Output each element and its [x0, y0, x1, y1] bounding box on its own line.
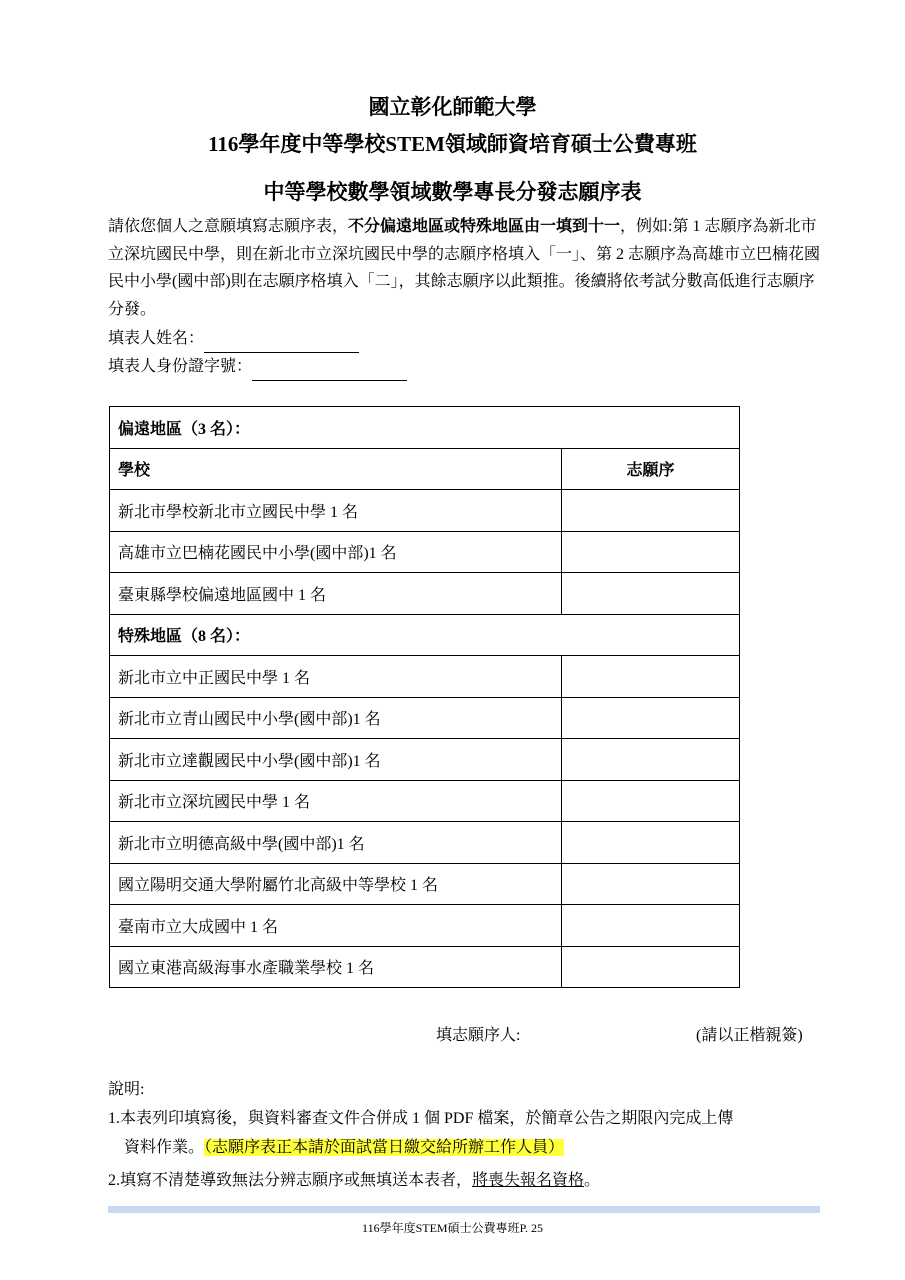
table-row: [110, 573, 740, 615]
note-item-2-suffix: 。: [584, 1172, 601, 1189]
name-field-row: [108, 325, 823, 353]
school-name: 臺東縣學校偏遠地區國中 1 名: [110, 573, 562, 615]
signature-note: (請以正楷親簽): [696, 1027, 803, 1044]
preference-cell[interactable]: [562, 697, 740, 739]
note-item-1-prefix: 資料作業。: [124, 1139, 205, 1156]
preference-cell[interactable]: [562, 863, 740, 905]
program-title: 116學年度中等學校STEM領域師資培育碩士公費專班: [208, 132, 697, 156]
instructions-paragraph: [108, 213, 823, 323]
preference-cell[interactable]: [562, 531, 740, 573]
school-name: 國立東港高級海事水產職業學校 1 名: [110, 946, 562, 988]
preference-cell[interactable]: [562, 822, 740, 864]
preference-cell[interactable]: [562, 905, 740, 947]
preference-cell[interactable]: [562, 780, 740, 822]
table-row: [110, 780, 740, 822]
note-item-2: [108, 1167, 600, 1194]
school-name: 新北市立中正國民中學 1 名: [110, 656, 562, 698]
note-item-1-line-2: [124, 1134, 564, 1161]
notes-heading: 說明:: [108, 1081, 145, 1098]
preference-cell[interactable]: [562, 490, 740, 532]
table-row: [110, 656, 740, 698]
note-item-2-underline: 將喪失報名資格: [472, 1172, 585, 1189]
school-name: 新北市立青山國民中小學(國中部)1 名: [110, 697, 562, 739]
university-title: 國立彰化師範大學: [368, 95, 537, 119]
form-title: 中等學校數學領域數學專長分發志願序表: [263, 180, 642, 204]
instructions-part2: ，例如:第 1 志願序為新北市立深坑國民中學，則在新北市立深坑國民中學的志願序格填入「一」、第 2 志願序為高雄市立巴楠花國民中小學(國中部)則在志願序格填入「二」，其餘志願序以此類推。後續將依考試分數高低進行志願序分發。: [108, 218, 821, 318]
table-row: [110, 697, 740, 739]
instructions-bold: 不分偏遠地區或特殊地區由一填到十一: [348, 218, 621, 235]
table-row: [110, 946, 740, 988]
special-section-header: 特殊地區（8 名）：: [110, 614, 740, 656]
remote-section-row: [110, 407, 740, 449]
table-header-row: [110, 448, 740, 490]
note-item-1-line-1: 1.本表列印填寫後，與資料審查文件合併成 1 個 PDF 檔案，於簡章公告之期限內完成上傳: [108, 1110, 734, 1127]
preference-cell[interactable]: [562, 656, 740, 698]
table-row: [110, 531, 740, 573]
preference-cell[interactable]: [562, 573, 740, 615]
table-row: [110, 490, 740, 532]
footer-bar: [108, 1206, 820, 1213]
preference-column-header: 志願序: [562, 448, 740, 490]
school-column-header: 學校: [110, 448, 562, 490]
note-highlight: （志願序表正本請於面試當日繳交給所辦工作人員）: [204, 1139, 565, 1156]
name-label: 填表人姓名：: [108, 330, 205, 347]
table-row: [110, 863, 740, 905]
id-label: 填表人身份證字號：: [108, 358, 253, 375]
page-footer: 116學年度STEM碩士公費專班P. 25: [362, 1221, 543, 1235]
instructions-part1: 請依您個人之意願填寫志願序表，: [108, 218, 349, 235]
id-field-row: [108, 353, 823, 381]
school-name: 新北市立深坑國民中學 1 名: [110, 780, 562, 822]
table-row: [110, 739, 740, 781]
remote-section-header: 偏遠地區（3 名）：: [110, 407, 740, 449]
signature-label: 填志願序人:: [436, 1027, 521, 1044]
name-input-line[interactable]: [204, 334, 359, 353]
note-item-2-prefix: 2.填寫不清楚導致無法分辨志願序或無填送本表者，: [108, 1172, 473, 1189]
preference-cell[interactable]: [562, 739, 740, 781]
table-row: [110, 822, 740, 864]
id-input-line[interactable]: [252, 362, 407, 381]
school-name: 臺南市立大成國中 1 名: [110, 905, 562, 947]
school-name: 高雄市立巴楠花國民中小學(國中部)1 名: [110, 531, 562, 573]
preference-table: [109, 406, 740, 988]
school-name: 國立陽明交通大學附屬竹北高級中等學校 1 名: [110, 863, 562, 905]
school-name: 新北市立明德高級中學(國中部)1 名: [110, 822, 562, 864]
preference-cell[interactable]: [562, 946, 740, 988]
special-section-row: [110, 614, 740, 656]
school-name: 新北市立達觀國民中小學(國中部)1 名: [110, 739, 562, 781]
table-row: [110, 905, 740, 947]
school-name: 新北市學校新北市立國民中學 1 名: [110, 490, 562, 532]
